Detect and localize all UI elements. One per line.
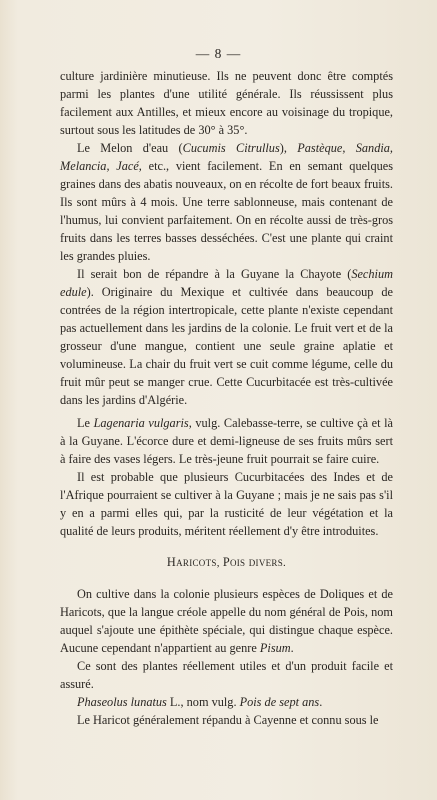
genus-name: Pisum — [259, 641, 291, 655]
species-name: Cucumis Citrullus — [182, 141, 280, 155]
text-run: Il serait bon de répandre à la Guyane la Chayote ( — [77, 267, 352, 281]
text-run: On cultive dans la colonie plusieurs espèces de Doliques et de Haricots, que la langue créole appelle du nom général de Pois, nom auquel s'ajoute une épithète spéciale, qui distingue chaque espèce. Aucune cependant n'appartient au genre — [60, 587, 393, 655]
text-run: ), — [279, 141, 298, 155]
text-run: Le Melon d'eau ( — [77, 141, 183, 155]
vernacular-name: Pois de sept ans — [239, 695, 320, 709]
body-text — [60, 67, 393, 729]
heading-first: Haricots — [166, 555, 217, 569]
paragraph-melon — [60, 139, 393, 265]
page-number: — 8 — — [195, 46, 242, 61]
heading-second: Pois divers — [222, 555, 284, 569]
heading-separator: , — [216, 557, 223, 569]
paragraph-cucurbitacees: Il est probable que plusieurs Cucurbitacées des Indes et de l'Afrique pourraient se cultiver à la Guyane ; mais je ne sais pas s'il y en a parmi elles qui, par la rusticité de leur végétation et la qualité de leurs produits, méritent réellement d'y être introduites. — [60, 470, 393, 538]
paragraph-culture: culture jardinière minutieuse. Ils ne peuvent donc être comptés parmi les plantes d'une utilité générale. Ils réussissent plus facilement aux Antilles, et mieux encore au voisinage du tropique, surtout sous les latitudes de 30° à 35°. — [60, 69, 393, 137]
paragraph-chayote — [60, 265, 393, 409]
text-run: Le — [77, 416, 94, 430]
heading-end: . — [283, 557, 287, 569]
text-run: . — [290, 641, 294, 655]
paragraph-phaseolus — [60, 693, 393, 711]
text-run: , vulg. Calebasse-terre, se cultive çà et là à la Guyane. L'écorce dure et demi-ligneuse de ses fruits mûrs sert à faire des vases légers. Le très-jeune fruit pourrait se faire cuire. — [60, 416, 394, 466]
text-run: L., nom vulg. — [166, 695, 240, 709]
paragraph-lagenaria — [60, 414, 393, 468]
species-name: Sechium edule — [60, 267, 393, 299]
text-run: ). Originaire du Mexique et cultivée dans beaucoup de contrées de la région intertropicale, cette plante n'existe cependant pas actuellement dans les jardins de la colonie. Le fruit vert et de la grosseur d'une mangue, contient une seule graine aplatie et volumineuse. La chair du fruit vert se cuit comme légume, celle du fruit mûr peut se manger crue. Cette Cucurbitacée est très-cultivée dans les jardins d'Algérie. — [60, 285, 393, 407]
vernacular-names: Pastèque, Sandia, Melancia, Jacé — [60, 141, 393, 173]
species-name: Lagenaria vulgaris — [93, 416, 189, 430]
paragraph-haricot-cayenne: Le Haricot généralement répandu à Cayenne et connu sous le — [77, 713, 379, 727]
text-run: , etc., vient facilement. En en semant quelques graines dans des abatis nouveaux, on en récolte de fort beaux fruits. Ils sont mûrs à 4 mois. Une terre sablonneuse, mais contenant de l'humus, lui convient parfaitement. On en récolte aussi de très-gros fruits dans les terres basses desséchées. C'est une plante qui craint les grandes pluies. — [60, 159, 394, 263]
section-heading — [60, 553, 393, 572]
paragraph-utiles: Ce sont des plantes réellement utiles et d'un produit facile et assuré. — [60, 659, 393, 691]
text-run: . — [319, 695, 323, 709]
paragraph-haricots — [60, 585, 393, 657]
species-name: Phaseolus lunatus — [77, 695, 167, 709]
